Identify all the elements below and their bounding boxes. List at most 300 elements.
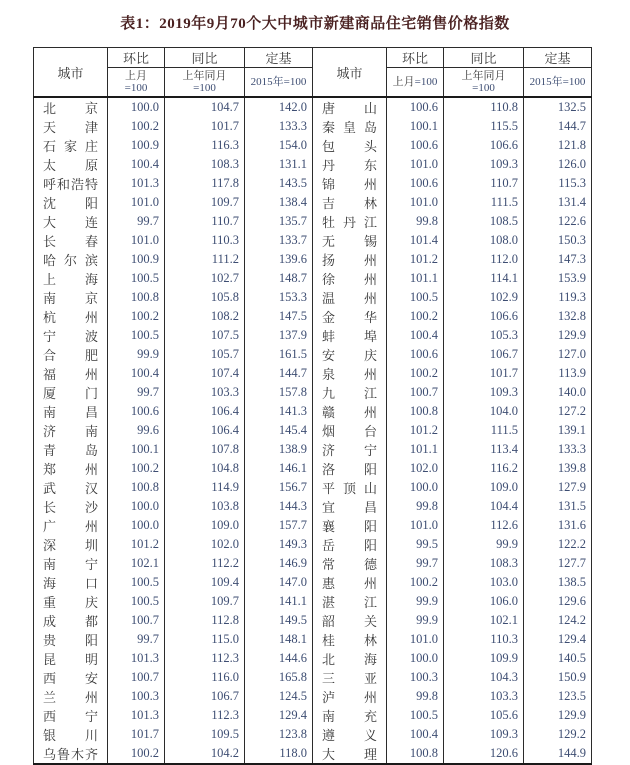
price-index-table <box>33 47 592 765</box>
yoy-value: 116.0 <box>165 668 245 687</box>
base-value: 129.4 <box>245 706 313 725</box>
yoy-value: 107.5 <box>165 326 245 345</box>
mom-value: 101.0 <box>387 193 444 212</box>
city-cell: 安 庆 <box>313 345 387 364</box>
mom-value: 99.7 <box>108 383 165 402</box>
base-value: 123.5 <box>524 687 592 706</box>
mom-column-header-left: 环比 <box>108 48 165 68</box>
yoy-value: 111.5 <box>444 193 524 212</box>
table-row <box>34 421 592 440</box>
base-value: 129.2 <box>524 725 592 744</box>
base-value: 124.2 <box>524 611 592 630</box>
city-cell: 唐 山 <box>313 97 387 117</box>
yoy-value: 115.0 <box>165 630 245 649</box>
yoy-value: 112.2 <box>165 554 245 573</box>
yoy-value: 109.7 <box>165 193 245 212</box>
yoy-value: 104.3 <box>444 668 524 687</box>
city-cell: 锦 州 <box>313 174 387 193</box>
city-cell: 温 州 <box>313 288 387 307</box>
base-subheader-right: 2015年=100 <box>524 68 592 98</box>
mom-value: 99.8 <box>387 212 444 231</box>
city-cell: 合 肥 <box>34 345 108 364</box>
table-row <box>34 250 592 269</box>
table-row <box>34 611 592 630</box>
mom-value: 100.4 <box>387 725 444 744</box>
city-cell: 成 都 <box>34 611 108 630</box>
mom-value: 99.9 <box>387 592 444 611</box>
mom-value: 99.5 <box>387 535 444 554</box>
yoy-value: 120.6 <box>444 744 524 764</box>
yoy-value: 101.7 <box>165 117 245 136</box>
mom-value: 100.8 <box>387 402 444 421</box>
yoy-value: 105.6 <box>444 706 524 725</box>
base-value: 140.5 <box>524 649 592 668</box>
mom-value: 100.8 <box>387 744 444 764</box>
city-cell: 丹 东 <box>313 155 387 174</box>
mom-value: 100.1 <box>108 440 165 459</box>
yoy-value: 106.4 <box>165 421 245 440</box>
yoy-value: 104.0 <box>444 402 524 421</box>
base-value: 165.8 <box>245 668 313 687</box>
base-value: 131.1 <box>245 155 313 174</box>
base-value: 126.0 <box>524 155 592 174</box>
base-value: 161.5 <box>245 345 313 364</box>
city-cell: 桂 林 <box>313 630 387 649</box>
city-cell: 南 昌 <box>34 402 108 421</box>
mom-value: 99.9 <box>108 345 165 364</box>
yoy-subheader-right-line2: =100 <box>472 82 495 94</box>
base-value: 144.9 <box>524 744 592 764</box>
city-cell: 武 汉 <box>34 478 108 497</box>
city-cell: 福 州 <box>34 364 108 383</box>
base-value: 145.4 <box>245 421 313 440</box>
city-cell: 兰 州 <box>34 687 108 706</box>
city-cell: 长 春 <box>34 231 108 250</box>
yoy-value: 105.3 <box>444 326 524 345</box>
yoy-value: 105.8 <box>165 288 245 307</box>
yoy-value: 110.8 <box>444 97 524 117</box>
mom-value: 100.8 <box>108 478 165 497</box>
yoy-value: 103.8 <box>165 497 245 516</box>
city-cell: 大 连 <box>34 212 108 231</box>
yoy-column-header-right: 同比 <box>444 48 524 68</box>
city-cell: 上 海 <box>34 269 108 288</box>
table-row <box>34 383 592 402</box>
base-value: 139.1 <box>524 421 592 440</box>
mom-value: 101.0 <box>387 155 444 174</box>
mom-value: 102.0 <box>387 459 444 478</box>
base-value: 138.5 <box>524 573 592 592</box>
yoy-value: 116.3 <box>165 136 245 155</box>
city-column-header-left: 城市 <box>34 48 108 98</box>
mom-value: 100.5 <box>108 326 165 345</box>
city-cell: 无 锡 <box>313 231 387 250</box>
table-row <box>34 478 592 497</box>
base-value: 133.3 <box>524 440 592 459</box>
yoy-value: 109.3 <box>444 155 524 174</box>
yoy-value: 115.5 <box>444 117 524 136</box>
mom-value: 100.0 <box>108 497 165 516</box>
base-value: 119.3 <box>524 288 592 307</box>
yoy-value: 104.7 <box>165 97 245 117</box>
base-value: 131.5 <box>524 497 592 516</box>
mom-value: 100.6 <box>108 402 165 421</box>
mom-value: 100.2 <box>387 573 444 592</box>
yoy-column-header-left: 同比 <box>165 48 245 68</box>
yoy-value: 109.9 <box>444 649 524 668</box>
mom-value: 101.3 <box>108 706 165 725</box>
table-row <box>34 117 592 136</box>
yoy-subheader-left <box>165 68 245 98</box>
mom-value: 99.6 <box>108 421 165 440</box>
table-row <box>34 497 592 516</box>
base-value: 133.3 <box>245 117 313 136</box>
yoy-value: 110.3 <box>444 630 524 649</box>
city-cell: 秦 皇 岛 <box>313 117 387 136</box>
city-cell: 银 川 <box>34 725 108 744</box>
city-cell: 宜 昌 <box>313 497 387 516</box>
yoy-value: 111.2 <box>165 250 245 269</box>
city-cell: 韶 关 <box>313 611 387 630</box>
yoy-value: 113.4 <box>444 440 524 459</box>
mom-value: 101.2 <box>387 421 444 440</box>
table-row <box>34 725 592 744</box>
base-value: 142.0 <box>245 97 313 117</box>
base-column-header-right: 定基 <box>524 48 592 68</box>
city-cell: 遵 义 <box>313 725 387 744</box>
mom-value: 100.5 <box>387 288 444 307</box>
city-cell: 蚌 埠 <box>313 326 387 345</box>
yoy-subheader-right-line1: 上年同月 <box>461 70 506 82</box>
table-row <box>34 307 592 326</box>
mom-value: 101.1 <box>387 440 444 459</box>
table-row <box>34 687 592 706</box>
yoy-value: 102.0 <box>165 535 245 554</box>
city-cell: 包 头 <box>313 136 387 155</box>
base-value: 154.0 <box>245 136 313 155</box>
base-value: 140.0 <box>524 383 592 402</box>
mom-value: 100.0 <box>387 649 444 668</box>
mom-column-header-right: 环比 <box>387 48 444 68</box>
city-cell: 重 庆 <box>34 592 108 611</box>
base-value: 144.7 <box>524 117 592 136</box>
yoy-value: 106.6 <box>444 307 524 326</box>
yoy-value: 106.0 <box>444 592 524 611</box>
yoy-value: 106.7 <box>165 687 245 706</box>
yoy-value: 111.5 <box>444 421 524 440</box>
yoy-subheader-left-line1: 上年同月 <box>182 70 227 82</box>
mom-value: 101.1 <box>387 269 444 288</box>
base-column-header-left: 定基 <box>245 48 313 68</box>
mom-value: 100.5 <box>108 269 165 288</box>
table-row <box>34 535 592 554</box>
mom-value: 100.2 <box>387 364 444 383</box>
table-row <box>34 288 592 307</box>
mom-value: 100.2 <box>108 744 165 764</box>
mom-value: 101.0 <box>108 231 165 250</box>
yoy-value: 112.8 <box>165 611 245 630</box>
table-row <box>34 744 592 764</box>
city-cell: 扬 州 <box>313 250 387 269</box>
yoy-value: 109.7 <box>165 592 245 611</box>
city-cell: 长 沙 <box>34 497 108 516</box>
city-cell: 昆 明 <box>34 649 108 668</box>
table-row <box>34 573 592 592</box>
table-row <box>34 174 592 193</box>
mom-value: 100.9 <box>108 136 165 155</box>
yoy-value: 103.0 <box>444 573 524 592</box>
yoy-value: 107.8 <box>165 440 245 459</box>
mom-value: 101.0 <box>387 630 444 649</box>
mom-value: 102.1 <box>108 554 165 573</box>
base-value: 146.1 <box>245 459 313 478</box>
base-value: 150.9 <box>524 668 592 687</box>
mom-value: 99.7 <box>387 554 444 573</box>
mom-value: 101.2 <box>108 535 165 554</box>
base-value: 127.2 <box>524 402 592 421</box>
mom-value: 101.7 <box>108 725 165 744</box>
city-cell: 石 家 庄 <box>34 136 108 155</box>
mom-value: 100.7 <box>387 383 444 402</box>
city-cell: 北 京 <box>34 97 108 117</box>
mom-value: 100.5 <box>387 706 444 725</box>
yoy-value: 108.0 <box>444 231 524 250</box>
base-value: 129.4 <box>524 630 592 649</box>
base-value: 156.7 <box>245 478 313 497</box>
mom-value: 99.7 <box>108 212 165 231</box>
city-cell: 南 宁 <box>34 554 108 573</box>
base-value: 118.0 <box>245 744 313 764</box>
mom-value: 100.0 <box>387 478 444 497</box>
base-value: 141.3 <box>245 402 313 421</box>
mom-value: 100.2 <box>108 459 165 478</box>
city-cell: 广 州 <box>34 516 108 535</box>
yoy-value: 116.2 <box>444 459 524 478</box>
table-row <box>34 649 592 668</box>
table-row <box>34 136 592 155</box>
yoy-value: 102.1 <box>444 611 524 630</box>
mom-subheader-right <box>387 68 444 98</box>
mom-value: 100.4 <box>108 364 165 383</box>
base-value: 147.5 <box>245 307 313 326</box>
base-value: 113.9 <box>524 364 592 383</box>
yoy-value: 108.2 <box>165 307 245 326</box>
table-row <box>34 231 592 250</box>
yoy-value: 108.3 <box>165 155 245 174</box>
city-cell: 湛 江 <box>313 592 387 611</box>
mom-subheader-left-line2: =100 <box>124 82 148 94</box>
base-value: 131.6 <box>524 516 592 535</box>
mom-value: 100.7 <box>108 668 165 687</box>
mom-value: 100.0 <box>108 97 165 117</box>
city-cell: 泉 州 <box>313 364 387 383</box>
city-cell: 杭 州 <box>34 307 108 326</box>
table-row <box>34 440 592 459</box>
yoy-value: 108.3 <box>444 554 524 573</box>
mom-value: 100.2 <box>108 307 165 326</box>
table-row <box>34 97 592 117</box>
table-row <box>34 516 592 535</box>
yoy-value: 110.3 <box>165 231 245 250</box>
yoy-value: 109.0 <box>165 516 245 535</box>
base-value: 144.6 <box>245 649 313 668</box>
yoy-value: 104.4 <box>444 497 524 516</box>
yoy-value: 109.4 <box>165 573 245 592</box>
mom-value: 100.8 <box>108 288 165 307</box>
base-value: 153.3 <box>245 288 313 307</box>
city-cell: 徐 州 <box>313 269 387 288</box>
mom-value: 100.0 <box>108 516 165 535</box>
mom-value: 100.6 <box>387 97 444 117</box>
mom-value: 100.1 <box>387 117 444 136</box>
city-cell: 襄 阳 <box>313 516 387 535</box>
city-cell: 吉 林 <box>313 193 387 212</box>
table-row <box>34 592 592 611</box>
mom-value: 100.6 <box>387 136 444 155</box>
table-row <box>34 193 592 212</box>
city-cell: 天 津 <box>34 117 108 136</box>
mom-value: 101.4 <box>387 231 444 250</box>
yoy-value: 103.3 <box>444 687 524 706</box>
mom-value: 100.2 <box>387 307 444 326</box>
yoy-subheader-right <box>444 68 524 98</box>
base-value: 122.6 <box>524 212 592 231</box>
table-row <box>34 668 592 687</box>
base-value: 143.5 <box>245 174 313 193</box>
yoy-subheader-left-line2: =100 <box>193 82 216 94</box>
yoy-value: 109.3 <box>444 383 524 402</box>
mom-value: 100.3 <box>108 687 165 706</box>
mom-value: 99.9 <box>387 611 444 630</box>
yoy-value: 112.3 <box>165 706 245 725</box>
city-cell: 宁 波 <box>34 326 108 345</box>
base-value: 135.7 <box>245 212 313 231</box>
yoy-value: 104.8 <box>165 459 245 478</box>
yoy-value: 106.6 <box>444 136 524 155</box>
city-cell: 西 宁 <box>34 706 108 725</box>
yoy-value: 102.7 <box>165 269 245 288</box>
yoy-value: 114.1 <box>444 269 524 288</box>
mom-subheader-left-line1: 上月 <box>125 70 147 82</box>
table-row <box>34 345 592 364</box>
mom-subheader-right-eq: =100 <box>414 76 438 88</box>
base-value: 121.8 <box>524 136 592 155</box>
base-value: 127.9 <box>524 478 592 497</box>
base-value: 138.4 <box>245 193 313 212</box>
mom-value: 100.4 <box>108 155 165 174</box>
mom-value: 100.6 <box>387 174 444 193</box>
yoy-value: 110.7 <box>444 174 524 193</box>
yoy-value: 117.8 <box>165 174 245 193</box>
base-value: 148.7 <box>245 269 313 288</box>
table-header <box>34 48 592 98</box>
base-value: 139.8 <box>524 459 592 478</box>
base-value: 157.7 <box>245 516 313 535</box>
base-value: 144.7 <box>245 364 313 383</box>
base-value: 153.9 <box>524 269 592 288</box>
base-value: 122.2 <box>524 535 592 554</box>
city-cell: 平 顶 山 <box>313 478 387 497</box>
mom-subheader-left <box>108 68 165 98</box>
yoy-value: 112.6 <box>444 516 524 535</box>
base-value: 127.7 <box>524 554 592 573</box>
base-value: 124.5 <box>245 687 313 706</box>
yoy-value: 106.4 <box>165 402 245 421</box>
base-value: 149.3 <box>245 535 313 554</box>
yoy-value: 112.3 <box>165 649 245 668</box>
mom-value: 100.6 <box>387 345 444 364</box>
table-body <box>34 97 592 764</box>
yoy-value: 109.3 <box>444 725 524 744</box>
city-cell: 太 原 <box>34 155 108 174</box>
base-value: 129.6 <box>524 592 592 611</box>
base-value: 147.3 <box>524 250 592 269</box>
city-cell: 常 德 <box>313 554 387 573</box>
city-cell: 泸 州 <box>313 687 387 706</box>
city-cell: 金 华 <box>313 307 387 326</box>
yoy-value: 105.7 <box>165 345 245 364</box>
city-cell: 郑 州 <box>34 459 108 478</box>
table-row <box>34 269 592 288</box>
yoy-value: 106.7 <box>444 345 524 364</box>
base-value: 157.8 <box>245 383 313 402</box>
mom-value: 99.8 <box>387 687 444 706</box>
mom-value: 99.7 <box>108 630 165 649</box>
city-cell: 惠 州 <box>313 573 387 592</box>
yoy-value: 109.0 <box>444 478 524 497</box>
base-value: 129.9 <box>524 706 592 725</box>
city-cell: 南 京 <box>34 288 108 307</box>
yoy-value: 99.9 <box>444 535 524 554</box>
table-row <box>34 326 592 345</box>
base-value: 137.9 <box>245 326 313 345</box>
base-value: 146.9 <box>245 554 313 573</box>
city-cell: 牡 丹 江 <box>313 212 387 231</box>
yoy-value: 110.7 <box>165 212 245 231</box>
base-value: 127.0 <box>524 345 592 364</box>
city-cell: 济 南 <box>34 421 108 440</box>
city-cell: 三 亚 <box>313 668 387 687</box>
city-cell: 呼 和 浩 特 <box>34 174 108 193</box>
yoy-value: 109.5 <box>165 725 245 744</box>
mom-value: 100.3 <box>387 668 444 687</box>
city-cell: 大 理 <box>313 744 387 764</box>
yoy-value: 103.3 <box>165 383 245 402</box>
yoy-value: 114.9 <box>165 478 245 497</box>
base-value: 144.3 <box>245 497 313 516</box>
mom-value: 100.2 <box>108 117 165 136</box>
base-value: 138.9 <box>245 440 313 459</box>
base-value: 129.9 <box>524 326 592 345</box>
table-row <box>34 554 592 573</box>
city-cell: 乌 鲁 木 齐 <box>34 744 108 764</box>
city-cell: 南 充 <box>313 706 387 725</box>
base-value: 132.5 <box>524 97 592 117</box>
city-cell: 深 圳 <box>34 535 108 554</box>
yoy-value: 108.5 <box>444 212 524 231</box>
base-value: 150.3 <box>524 231 592 250</box>
city-cell: 九 江 <box>313 383 387 402</box>
table-row <box>34 459 592 478</box>
base-value: 149.5 <box>245 611 313 630</box>
base-subheader-left: 2015年=100 <box>245 68 313 98</box>
base-value: 139.6 <box>245 250 313 269</box>
mom-value: 100.5 <box>108 573 165 592</box>
yoy-value: 104.2 <box>165 744 245 764</box>
table-title: 表1：2019年9月70个大中城市新建商品住宅销售价格指数 <box>120 16 510 32</box>
base-value: 141.1 <box>245 592 313 611</box>
mom-value: 101.3 <box>108 174 165 193</box>
